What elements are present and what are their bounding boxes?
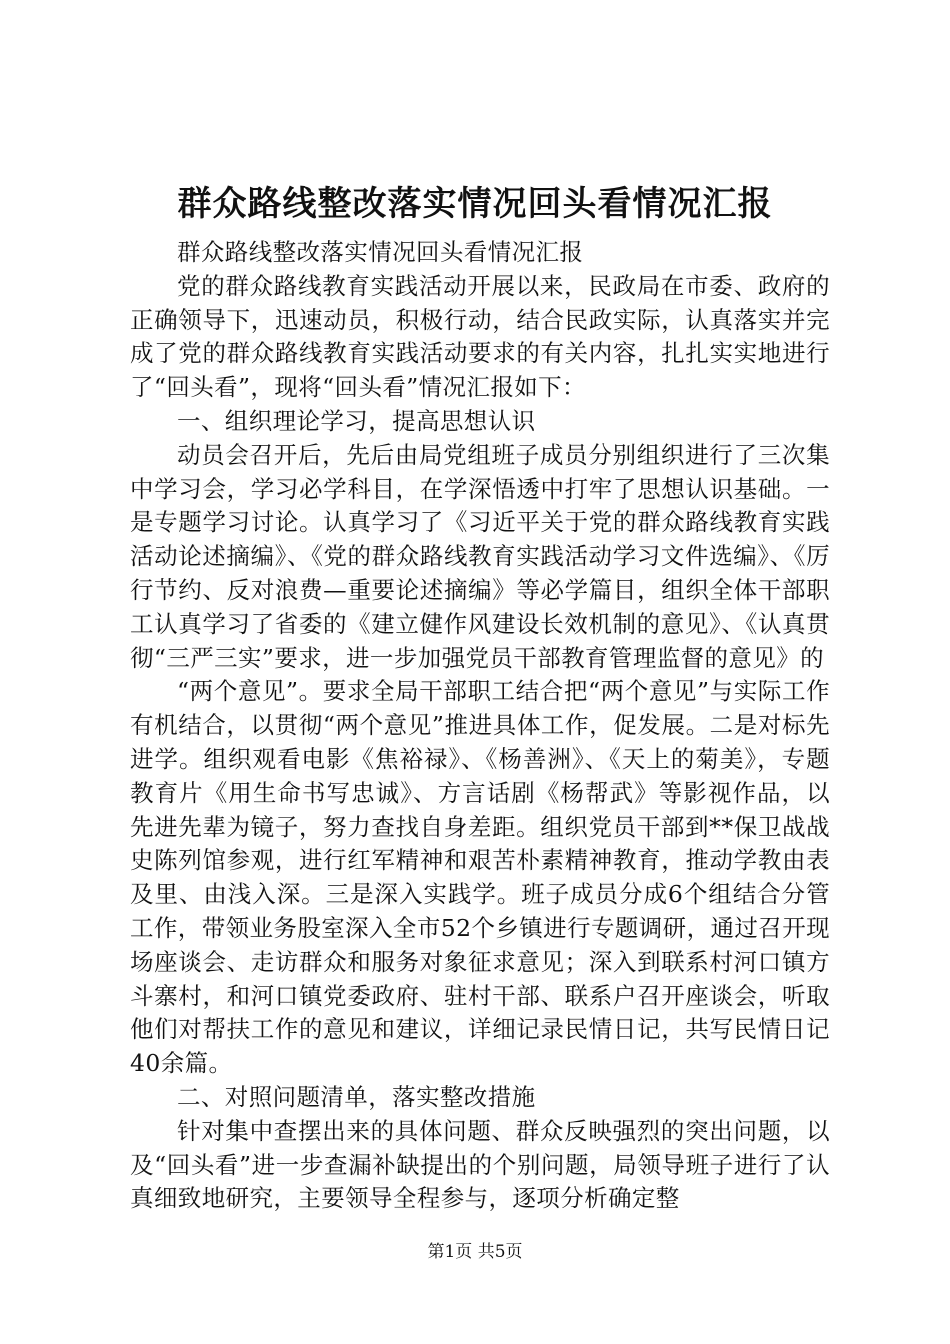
section-heading-1: 一、组织理论学习，提高思想认识 xyxy=(177,406,536,435)
body-paragraph: 动员会召开后，先后由局党组班子成员分别组织进行了三次集中学习会，学习必学科目，在学深悟透中打牢了思想认识基础。一是专题学习讨论。认真学习了《习近平关于党的群众路线教育实践活动论述摘编》、《党的群众路线教育实践活动学习文件选编》、《厉行节约、反对浪费—重要论述摘编》等必学篇目，组织全体干部职工认真学习了省委的《建立健作风建设长效机制的意见》、《认真贯彻“三严三实”要求，进一步加强党员干部教育管理监督的意见》的 xyxy=(130,440,830,672)
document-body xyxy=(130,236,830,1216)
document-title: 群众路线整改落实情况回头看情况汇报 xyxy=(177,184,773,224)
body-paragraph: “两个意见”。要求全局干部职工结合把“两个意见”与实际工作有机结合，以贯彻“两个意见”推进具体工作，促发展。二是对标先进学。组织观看电影《焦裕禄》、《杨善洲》、《天上的菊美》，专题教育片《用生命书写忠诚》、方言话剧《杨帮武》等影视作品，以先进先辈为镜子，努力查找自身差距。组织党员干部到**保卫战战史陈列馆参观，进行红军精神和艰苦朴素精神教育，推动学教由表及里、由浅入深。三是深入实践学。班子成员分成6个组结合分管工作，带领业务股室深入全市52个乡镇进行专题调研，通过召开现场座谈会、走访群众和服务对象征求意见；深入到联系村河口镇方斗寨村，和河口镇党委政府、驻村干部、联系户召开座谈会，听取他们对帮扶工作的意见和建议，详细记录民情日记，共写民情日记40余篇。 xyxy=(130,677,830,1078)
section-heading-2: 二、对照问题清单，落实整改措施 xyxy=(177,1082,536,1111)
subtitle-paragraph: 群众路线整改落实情况回头看情况汇报 xyxy=(177,238,584,266)
intro-paragraph: 党的群众路线教育实践活动开展以来，民政局在市委、政府的正确领导下，迅速动员，积极行动，结合民政实际，认真落实并完成了党的群众路线教育实践活动要求的有关内容，扎扎实实地进行了“回头看”，现将“回头看”情况汇报如下： xyxy=(130,271,830,402)
body-paragraph: 针对集中查摆出来的具体问题、群众反映强烈的突出问题，以及“回头看”进一步查漏补缺提出的个别问题，局领导班子进行了认真细致地研究，主要领导全程参与，逐项分析确定整 xyxy=(130,1116,830,1213)
page-footer: 第1页 共5页 xyxy=(427,1242,523,1262)
